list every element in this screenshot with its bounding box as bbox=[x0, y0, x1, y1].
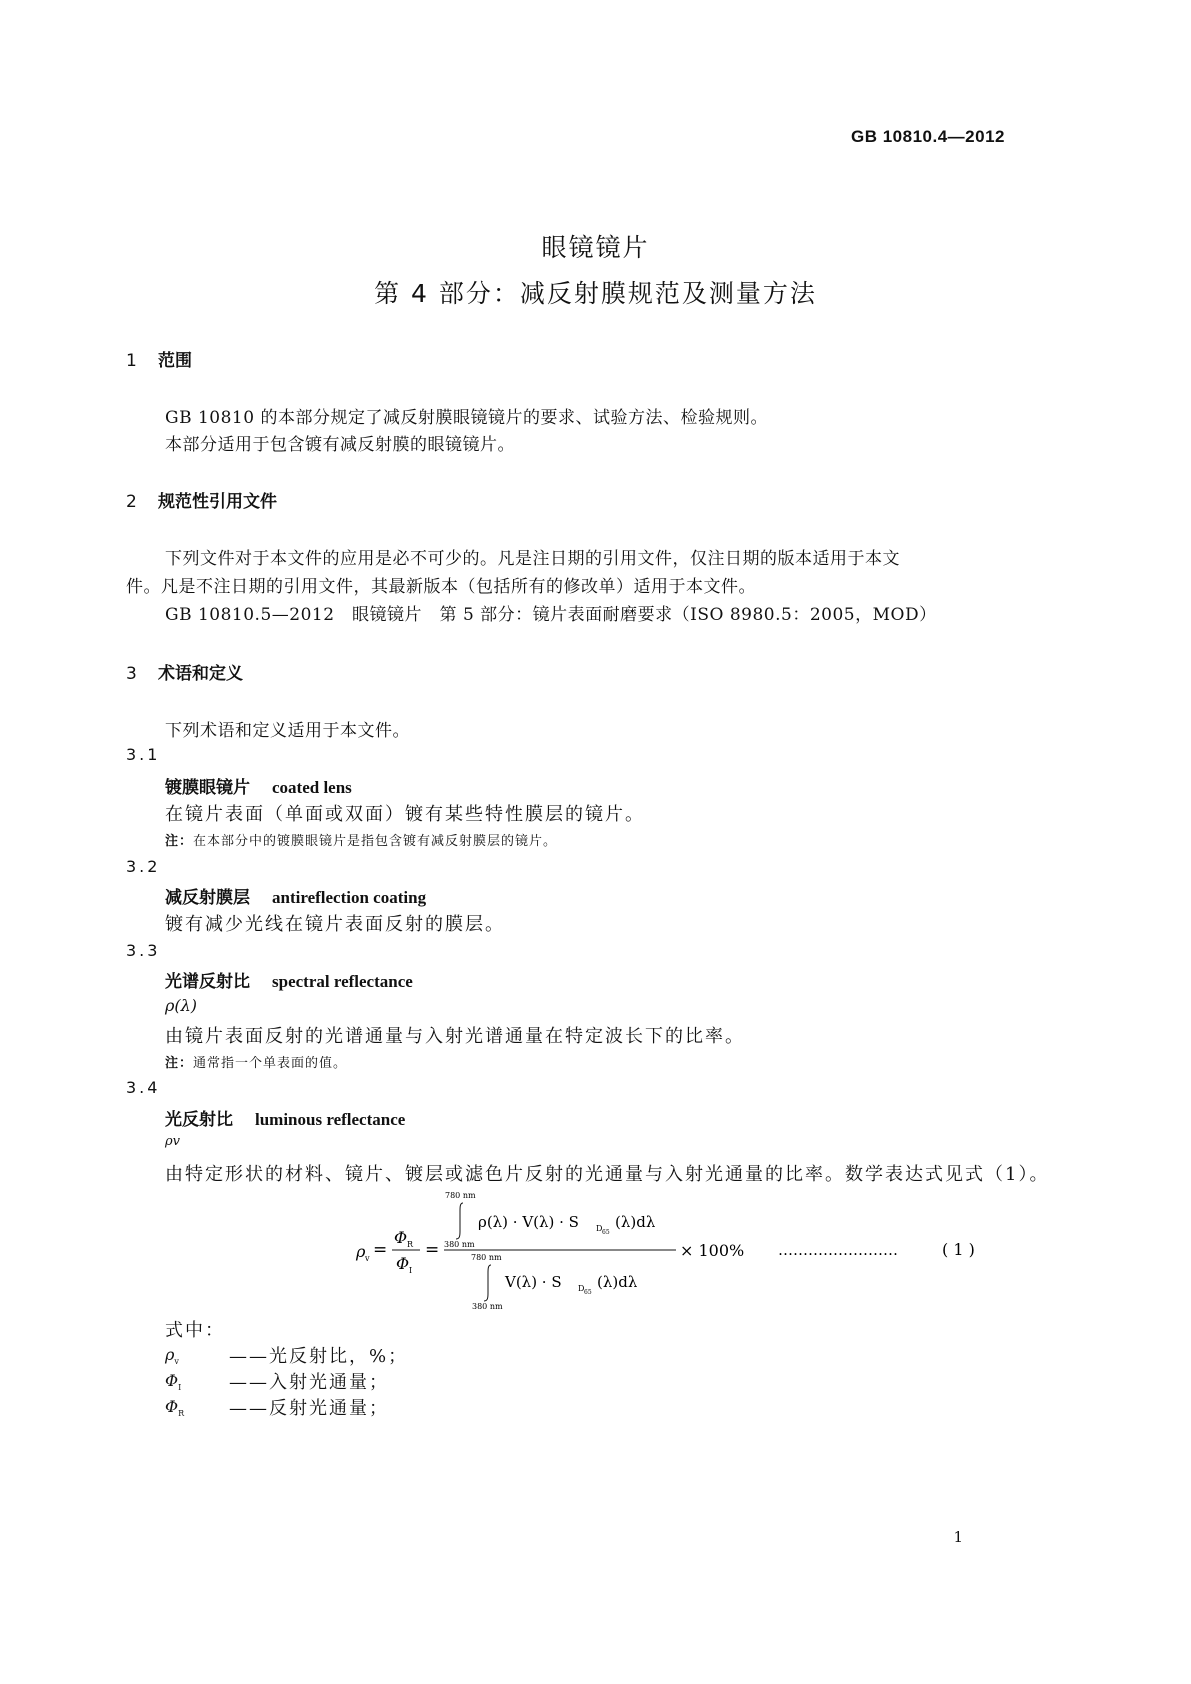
phi-r: Φ bbox=[394, 1228, 408, 1247]
term-3-4-symbol: ρv bbox=[165, 1134, 180, 1149]
term-3-3-symbol: ρ(λ) bbox=[165, 996, 198, 1015]
term-en: coated lens bbox=[272, 778, 352, 797]
term-3-1-note bbox=[165, 830, 557, 849]
where-symbol: ρ bbox=[165, 1345, 175, 1364]
integral-sign-num bbox=[456, 1203, 463, 1239]
where-item bbox=[165, 1397, 184, 1418]
formula-factor: × 100% bbox=[680, 1241, 745, 1260]
where-symbol-sub: I bbox=[178, 1383, 182, 1393]
s1-paragraph-2: 本部分适用于包含镀有减反射膜的眼镜镜片。 bbox=[165, 435, 515, 455]
where-item bbox=[165, 1345, 179, 1366]
s-sub-den: D bbox=[578, 1284, 585, 1293]
note-text: 在本部分中的镀膜眼镜片是指包含镀有减反射膜层的镜片。 bbox=[193, 834, 558, 849]
term-3-1-definition: 在镜片表面（单面或双面）镀有某些特性膜层的镜片。 bbox=[165, 804, 645, 825]
term-3-3 bbox=[165, 967, 413, 992]
term-3-3-definition: 由镜片表面反射的光谱通量与入射光谱通量在特定波长下的比率。 bbox=[165, 1026, 745, 1047]
integral-sign-den bbox=[484, 1265, 491, 1301]
term-3-3-note bbox=[165, 1052, 347, 1071]
section-title: 范围 bbox=[158, 351, 192, 371]
term-3-2-definition: 镀有减少光线在镜片表面反射的膜层。 bbox=[165, 914, 505, 935]
lhs-sub: v bbox=[365, 1254, 370, 1263]
denominator-expr: V(λ) · S bbox=[505, 1273, 562, 1291]
svg-text:=: = bbox=[373, 1240, 388, 1260]
where-item bbox=[165, 1371, 181, 1392]
term-3-1 bbox=[165, 773, 352, 798]
phi-r-sub: R bbox=[407, 1240, 414, 1249]
term-en: spectral reflectance bbox=[272, 972, 413, 991]
section-title: 规范性引用文件 bbox=[158, 492, 277, 512]
note-label: 注： bbox=[165, 834, 194, 849]
svg-text:=: = bbox=[425, 1240, 440, 1260]
term-zh: 光反射比 bbox=[165, 1110, 233, 1130]
s3-intro: 下列术语和定义适用于本文件。 bbox=[165, 721, 410, 741]
document-number: GB 10810.4—2012 bbox=[851, 127, 1005, 146]
numerator-expr: ρ(λ) · V(λ) · S bbox=[478, 1213, 579, 1231]
formula-1 bbox=[340, 1185, 1000, 1315]
s2-paragraph-line-2: 件。凡是不注日期的引用文件，其最新版本（包括所有的修改单）适用于本文件。 bbox=[126, 577, 756, 597]
denominator-tail: (λ)dλ bbox=[597, 1273, 638, 1291]
term-en: antireflection coating bbox=[272, 888, 427, 907]
lower-limit-num: 380 nm bbox=[444, 1240, 475, 1249]
equation-number: ( 1 ) bbox=[942, 1240, 975, 1259]
section-title: 术语和定义 bbox=[158, 664, 243, 684]
where-description: ——反射光通量； bbox=[229, 1398, 389, 1419]
where-description: ——光反射比，%； bbox=[229, 1346, 409, 1367]
s-subsub-den: 65 bbox=[584, 1289, 592, 1296]
term-zh: 光谱反射比 bbox=[165, 972, 250, 992]
phi-i-sub: I bbox=[409, 1266, 413, 1275]
section-2-heading bbox=[126, 487, 277, 512]
upper-limit-num: 780 nm bbox=[445, 1191, 476, 1200]
page-number: 1 bbox=[953, 1528, 963, 1546]
term-number-3-4: 3.4 bbox=[126, 1078, 161, 1097]
term-number-3-2: 3.2 bbox=[126, 857, 161, 876]
note-label: 注： bbox=[165, 1056, 194, 1071]
term-zh: 镀膜眼镜片 bbox=[165, 778, 250, 798]
section-3-heading bbox=[126, 659, 243, 684]
where-symbol-sub: v bbox=[174, 1357, 179, 1367]
lower-limit-den: 380 nm bbox=[472, 1302, 503, 1311]
term-number-3-3: 3.3 bbox=[126, 941, 161, 960]
term-3-4-definition: 由特定形状的材料、镜片、镀层或滤色片反射的光通量与入射光通量的比率。数学表达式见式（1）。 bbox=[165, 1164, 1050, 1185]
title-main: 眼镜镜片 bbox=[541, 233, 650, 262]
normative-reference: GB 10810.5—2012 眼镜镜片 第 5 部分：镜片表面耐磨要求（ISO 8980.5：2005，MOD） bbox=[165, 605, 937, 625]
s-sub-num: D bbox=[596, 1224, 603, 1233]
s1-paragraph-1: GB 10810 的本部分规定了减反射膜眼镜镜片的要求、试验方法、检验规则。 bbox=[165, 408, 768, 428]
term-3-2 bbox=[165, 883, 426, 908]
title-part: 第 4 部分：减反射膜规范及测量方法 bbox=[374, 279, 817, 308]
where-symbol: Φ bbox=[165, 1397, 179, 1416]
where-symbol-sub: R bbox=[178, 1409, 185, 1419]
phi-i: Φ bbox=[396, 1254, 410, 1273]
lhs-rho: ρ bbox=[356, 1242, 366, 1261]
where-description: ——入射光通量； bbox=[229, 1372, 389, 1393]
numerator-tail: (λ)dλ bbox=[615, 1213, 656, 1231]
note-text: 通常指一个单表面的值。 bbox=[193, 1056, 348, 1071]
upper-limit-den: 780 nm bbox=[471, 1253, 502, 1262]
section-1-heading bbox=[126, 346, 192, 371]
term-3-4 bbox=[165, 1105, 405, 1130]
term-number-3-1: 3.1 bbox=[126, 745, 161, 764]
where-label: 式中： bbox=[165, 1320, 225, 1341]
equation-leader: …………………… bbox=[778, 1241, 898, 1259]
term-en: luminous reflectance bbox=[255, 1110, 406, 1129]
section-number: 3 bbox=[126, 664, 137, 684]
term-zh: 减反射膜层 bbox=[165, 888, 250, 908]
section-number: 1 bbox=[126, 351, 137, 371]
where-symbol: Φ bbox=[165, 1371, 179, 1390]
section-number: 2 bbox=[126, 492, 137, 512]
s-subsub-num: 65 bbox=[602, 1229, 610, 1236]
s2-paragraph-line-1: 下列文件对于本文件的应用是必不可少的。凡是注日期的引用文件，仅注日期的版本适用于本文 bbox=[165, 549, 900, 569]
